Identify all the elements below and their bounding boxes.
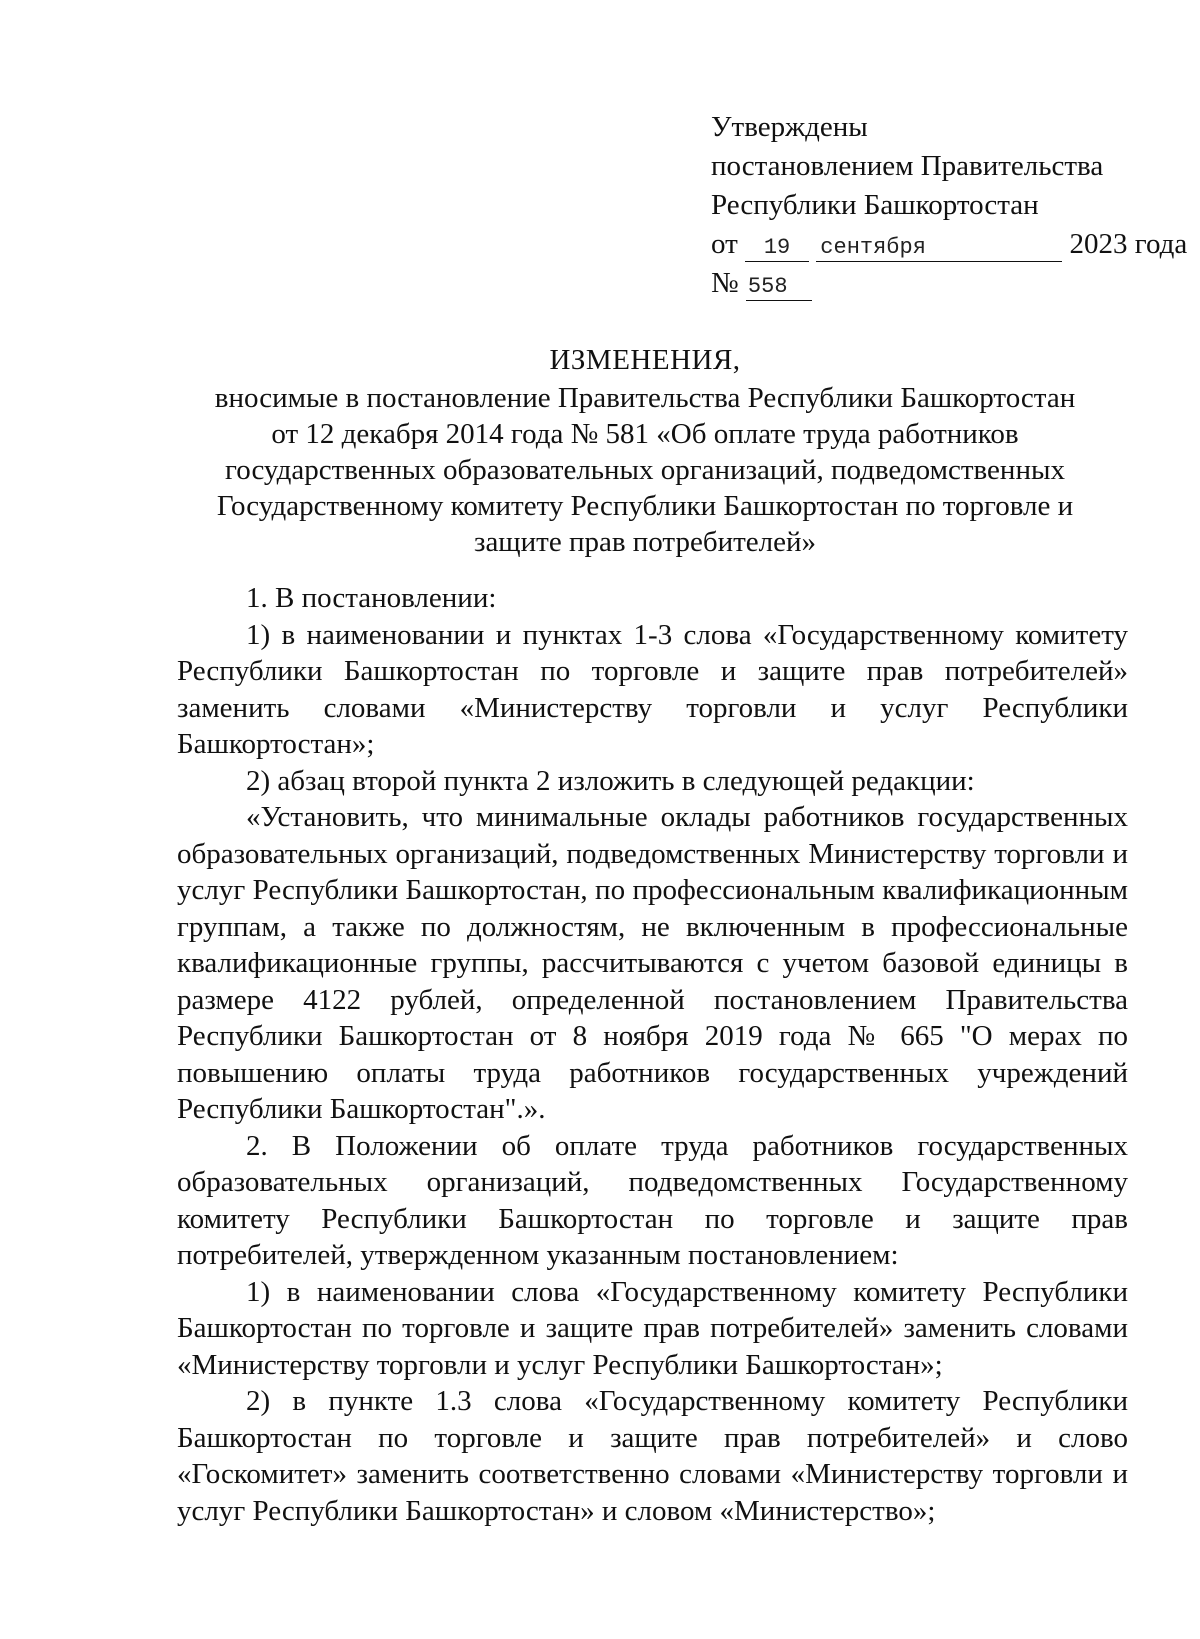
heading-subtitle-line-2: от 12 декабря 2014 года № 581 «Об оплате труда работников (271, 418, 1019, 450)
document-title: ИЗМЕНЕНИЯ, (549, 344, 741, 376)
approval-number-line (711, 264, 1151, 303)
heading-subtitle-line-5: защите прав потребителей» (473, 526, 817, 558)
document-heading (150, 342, 1140, 560)
paragraph-section-1: 1. В постановлении: (246, 582, 497, 614)
document-body (177, 580, 1128, 1529)
paragraph-section-2: 2. В Положении об оплате труда работников государственных образовательных организаций, подведомственных Государственному комитету Республики Башкортостан по торговле и защите прав потребителей, утвержденном указанным постановлением: (177, 1129, 1128, 1271)
date-day-field: 19 (745, 235, 809, 262)
approval-block (711, 108, 1188, 303)
date-year: 2023 года (1069, 228, 1188, 260)
date-month-field: сентября (816, 235, 1062, 262)
paragraph-item-1-1: 1) в наименовании и пунктах 1-3 слова «Государственному комитету Республики Башкортостан по торговле и защите прав потребителей» заменить словами «Министерству торговли и услуг Республики Башкортостан»; (177, 618, 1128, 760)
paragraph-item-2-1: 1) в наименовании слова «Государственному комитету Республики Башкортостан по торговле и защите прав потребителей» заменить словами «Министерству торговли и услуг Республики Башкортостан»; (177, 1275, 1128, 1381)
approval-date-line (711, 225, 1188, 264)
date-prefix: от (711, 228, 738, 260)
heading-subtitle-line-3: государственных образовательных организаций, подведомственных (225, 454, 1065, 486)
number-prefix: № (711, 267, 739, 299)
paragraph-quote: «Установить, что минимальные оклады работников государственных образовательных организаций, подведомственных Министерству торговли и услуг Республики Башкортостан, по профессиональным квалификационным группам, а также по должностям, не включенным в профессиональные квалификационные группы, рассчитываются с учетом базовой единицы в размере 4122 рублей, определенной постановлением Правительства Республики Башкортостан от 8 ноября 2019 года № 665 "О мерах по повышению оплаты труда работников государственных учреждений Республики Башкортостан".». (177, 801, 1128, 1125)
approval-line-resolution: постановлением Правительства (711, 150, 1104, 182)
approval-line-republic: Республики Башкортостан (711, 189, 1039, 221)
number-field: 558 (746, 274, 812, 301)
approval-line-approved: Утверждены (711, 111, 868, 143)
heading-subtitle-line-1: вносимые в постановление Правительства Республики Башкортостан (214, 382, 1076, 414)
heading-subtitle-line-4: Государственному комитету Республики Башкортостан по торговле и (216, 490, 1074, 522)
paragraph-item-1-2: 2) абзац второй пункта 2 изложить в следующей редакции: (246, 764, 975, 797)
paragraph-item-2-2: 2) в пункте 1.3 слова «Государственному комитету Республики Башкортостан по торговле и защите прав потребителей» и слово «Госкомитет» заменить соответственно словами «Министерству торговли и услуг Республики Башкортостан» и словом «Министерство»; (177, 1385, 1128, 1527)
